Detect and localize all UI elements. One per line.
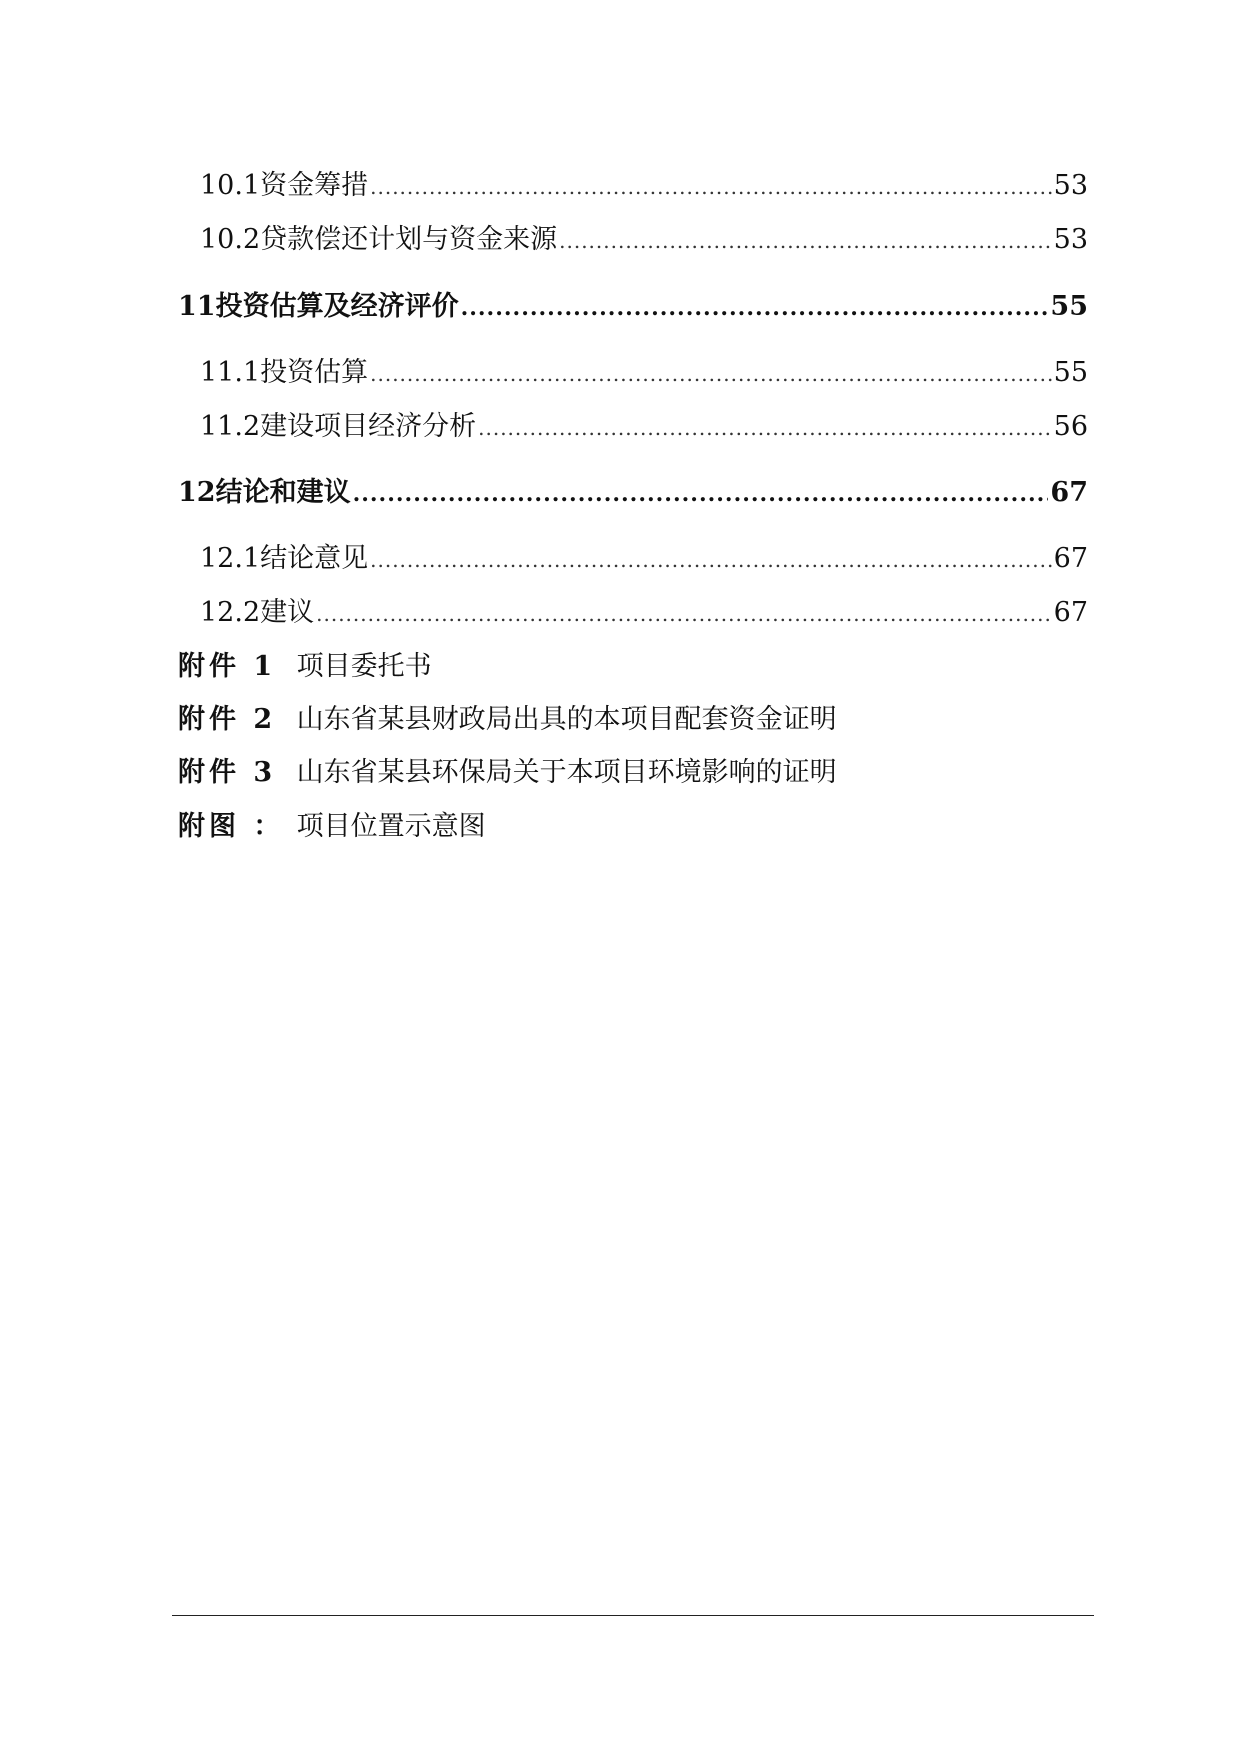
appendix-label: 附件 1 <box>178 651 277 682</box>
appendix-title: 山东省某县环保局关于本项目环境影响的证明 <box>296 757 837 788</box>
toc-entry-number: 11.2 <box>200 411 261 442</box>
toc-entry-page: 55 <box>1050 291 1088 322</box>
toc-entry-title: 贷款偿还计划与资金来源 <box>260 224 558 255</box>
appendix-item[interactable] <box>178 804 486 843</box>
toc-leader-dots <box>370 362 1052 386</box>
toc-entry-title: 结论和建议 <box>215 477 351 508</box>
toc-leader-dots <box>370 548 1052 572</box>
toc-leader-dots <box>370 175 1052 199</box>
toc-entry[interactable] <box>200 536 1088 575</box>
toc-chapter-entry[interactable] <box>178 470 1088 509</box>
toc-entry-page: 67 <box>1053 597 1088 628</box>
toc-entry-title: 投资估算 <box>260 357 369 388</box>
toc-leader-dots <box>461 295 1049 321</box>
appendix-item[interactable] <box>178 750 837 789</box>
toc-entry-number: 10.1 <box>200 170 261 201</box>
toc-entry-title: 资金筹措 <box>260 170 369 201</box>
toc-entry-title: 结论意见 <box>260 543 369 574</box>
toc-entry-number: 12.1 <box>200 543 261 574</box>
appendix-title: 项目位置示意图 <box>296 811 486 842</box>
toc-entry-page: 67 <box>1050 477 1088 508</box>
appendix-title: 山东省某县财政局出具的本项目配套资金证明 <box>296 704 837 735</box>
toc-entry-page: 67 <box>1053 543 1088 574</box>
appendix-label: 附件 2 <box>178 704 277 735</box>
toc-entry-number: 11 <box>178 291 216 322</box>
toc-leader-dots <box>478 416 1052 440</box>
appendix-label: 附图 ： <box>178 811 285 842</box>
appendix-item[interactable] <box>178 697 837 736</box>
toc-leader-dots <box>353 481 1049 507</box>
toc-entry-title: 建议 <box>260 597 315 628</box>
toc-entry-number: 11.1 <box>200 357 261 388</box>
toc-entry-title: 投资估算及经济评价 <box>215 291 459 322</box>
toc-entry-number: 12.2 <box>200 597 261 628</box>
toc-entry-title: 建设项目经济分析 <box>260 411 477 442</box>
toc-entry[interactable] <box>200 404 1088 443</box>
toc-entry-page: 55 <box>1053 357 1088 388</box>
toc-entry[interactable] <box>200 350 1088 389</box>
toc-entry-number: 12 <box>178 477 216 508</box>
toc-entry[interactable] <box>200 163 1088 202</box>
toc-entry[interactable] <box>200 590 1088 629</box>
toc-entry-page: 53 <box>1053 170 1088 201</box>
toc-entry-page: 56 <box>1053 411 1088 442</box>
appendix-title: 项目委托书 <box>296 651 432 682</box>
appendix-item[interactable] <box>178 644 432 683</box>
toc-entry[interactable] <box>200 217 1088 256</box>
toc-entry-number: 10.2 <box>200 224 261 255</box>
footer-divider <box>172 1615 1094 1616</box>
appendix-label: 附件 3 <box>178 757 277 788</box>
toc-leader-dots <box>559 229 1052 253</box>
toc-entry-page: 53 <box>1053 224 1088 255</box>
toc-chapter-entry[interactable] <box>178 284 1088 323</box>
toc-leader-dots <box>316 602 1052 626</box>
